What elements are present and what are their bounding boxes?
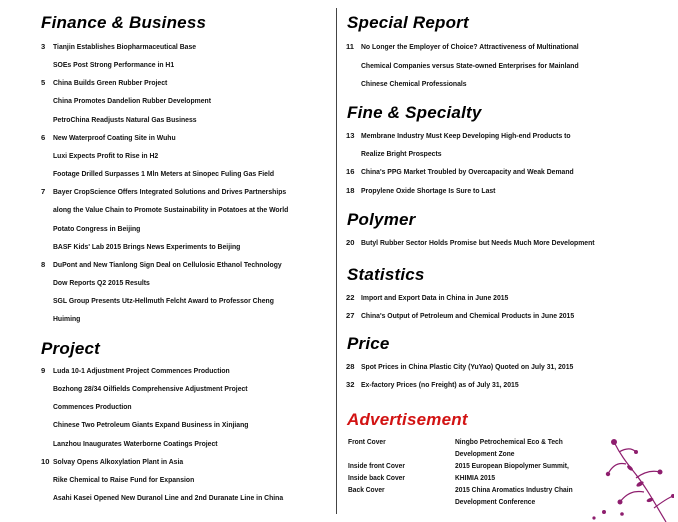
page-number: 10 <box>41 456 50 466</box>
page-number: 11 <box>346 42 355 51</box>
page-number: 3 <box>41 42 46 51</box>
page-number: 6 <box>41 132 46 142</box>
toc-entry: China Promotes Dandelion Rubber Development <box>53 96 211 106</box>
special-section-title: Special Report <box>347 13 469 32</box>
ad-advertiser: Development Conference <box>455 497 536 506</box>
toc-entry: China Builds Green Rubber Project <box>53 78 168 88</box>
toc-entry: along the Value Chain to Promote Sustainability in Potatoes at the World <box>53 205 289 215</box>
toc-entry: SGL Group Presents Utz-Hellmuth Felcht Award to Professor Cheng <box>53 296 274 306</box>
toc-entry: PetroChina Readjusts Natural Gas Business <box>53 114 197 124</box>
page-number: 22 <box>346 293 355 302</box>
toc-entry: Lanzhou Inaugurates Waterborne Coatings Project <box>53 438 218 448</box>
toc-entry: Realize Bright Prospects <box>361 149 442 159</box>
toc-entry: Luxi Expects Profit to Rise in H2 <box>53 150 159 160</box>
page-number: 9 <box>41 366 46 375</box>
toc-entry: New Waterproof Coating Site in Wuhu <box>53 132 176 142</box>
page-number: 20 <box>346 238 355 247</box>
advertisement-section-title: Advertisement <box>347 410 468 429</box>
toc-entry: Import and Export Data in China in June 2015 <box>361 293 509 302</box>
toc-entry: Propylene Oxide Shortage Is Sure to Last <box>361 185 496 195</box>
toc-entry: DuPont and New Tianlong Sign Deal on Cellulosic Ethanol Technology <box>53 259 282 269</box>
toc-entry: Chinese Chemical Professionals <box>361 79 467 88</box>
fine-section-title: Fine & Specialty <box>347 103 482 122</box>
toc-entry: China's Output of Petroleum and Chemical Products in June 2015 <box>361 311 575 321</box>
ad-advertiser: Ningbo Petrochemical Eco & Tech <box>455 437 563 446</box>
toc-entry: China's PPG Market Troubled by Overcapacity and Weak Demand <box>361 167 574 177</box>
toc-entry: Bozhong 28/34 Oilfields Comprehensive Adjustment Project <box>53 384 248 394</box>
toc-entry: Footage Drilled Surpasses 1 Mln Meters at Sinopec Fuling Gas Field <box>53 169 275 179</box>
toc-entry: Asahi Kasei Opened New Duranol Line and 2nd Duranate Line in China <box>53 493 284 503</box>
toc-entry: Tianjin Establishes Biopharmaceutical Base <box>53 42 197 51</box>
page-number: 18 <box>346 185 355 195</box>
toc-entry: Butyl Rubber Sector Holds Promise but Needs Much More Development <box>361 238 595 247</box>
floral-ornament-icon <box>574 432 674 522</box>
toc-entry: Rike Chemical to Raise Fund for Expansion <box>53 474 195 484</box>
toc-entry: Commences Production <box>53 402 132 412</box>
toc-entry: BASF Kids' Lab 2015 Brings News Experiments to Beijing <box>53 241 241 251</box>
ad-placement-label: Inside back Cover <box>348 473 405 482</box>
toc-entry: Membrane Industry Must Keep Developing High-end Products to <box>361 131 571 140</box>
toc-entry: Dow Reports Q2 2015 Results <box>53 277 150 287</box>
page-number: 8 <box>41 259 46 269</box>
statistics-section-title: Statistics <box>347 265 425 284</box>
page-number: 13 <box>346 131 355 140</box>
finance-section-title: Finance & Business <box>41 13 207 32</box>
toc-entry: Chinese Two Petroleum Giants Expand Business in Xinjiang <box>53 420 249 430</box>
toc-entry: Huiming <box>53 314 81 324</box>
column-divider <box>336 8 337 514</box>
toc-entry: Spot Prices in China Plastic City (YuYao) Quoted on July 31, 2015 <box>361 362 574 371</box>
ad-advertiser: 2015 China Aromatics Industry Chain <box>455 485 573 494</box>
toc-entry: Luda 10-1 Adjustment Project Commences Production <box>53 366 230 375</box>
page-number: 28 <box>346 362 355 371</box>
ad-placement-label: Back Cover <box>348 485 385 494</box>
ad-placement-label: Front Cover <box>348 437 386 446</box>
page-number: 27 <box>346 311 355 321</box>
toc-entry: Potato Congress in Beijing <box>53 223 141 233</box>
page-number: 32 <box>346 380 355 390</box>
page-number: 16 <box>346 167 355 177</box>
toc-entry: Bayer CropScience Offers Integrated Solutions and Drives Partnerships <box>53 187 287 197</box>
ad-advertiser: Development Zone <box>455 449 515 458</box>
project-section-title: Project <box>41 339 101 358</box>
ad-placement-label: Inside front Cover <box>348 461 405 470</box>
ad-advertiser: KHIMIA 2015 <box>455 473 496 482</box>
polymer-section-title: Polymer <box>347 210 416 229</box>
toc-entry: Ex-factory Prices (no Freight) as of July 31, 2015 <box>361 380 519 390</box>
price-section-title: Price <box>347 334 390 353</box>
toc-entry: SOEs Post Strong Performance in H1 <box>53 60 175 70</box>
toc-entry: Chemical Companies versus State-owned Enterprises for Mainland <box>361 60 579 70</box>
page-number: 7 <box>41 187 46 197</box>
toc-entry: Solvay Opens Alkoxylation Plant in Asia <box>53 456 184 466</box>
page-number: 5 <box>41 78 46 88</box>
ad-advertiser: 2015 European Biopolymer Summit, <box>455 461 569 470</box>
toc-entry: No Longer the Employer of Choice? Attractiveness of Multinational <box>361 42 579 51</box>
